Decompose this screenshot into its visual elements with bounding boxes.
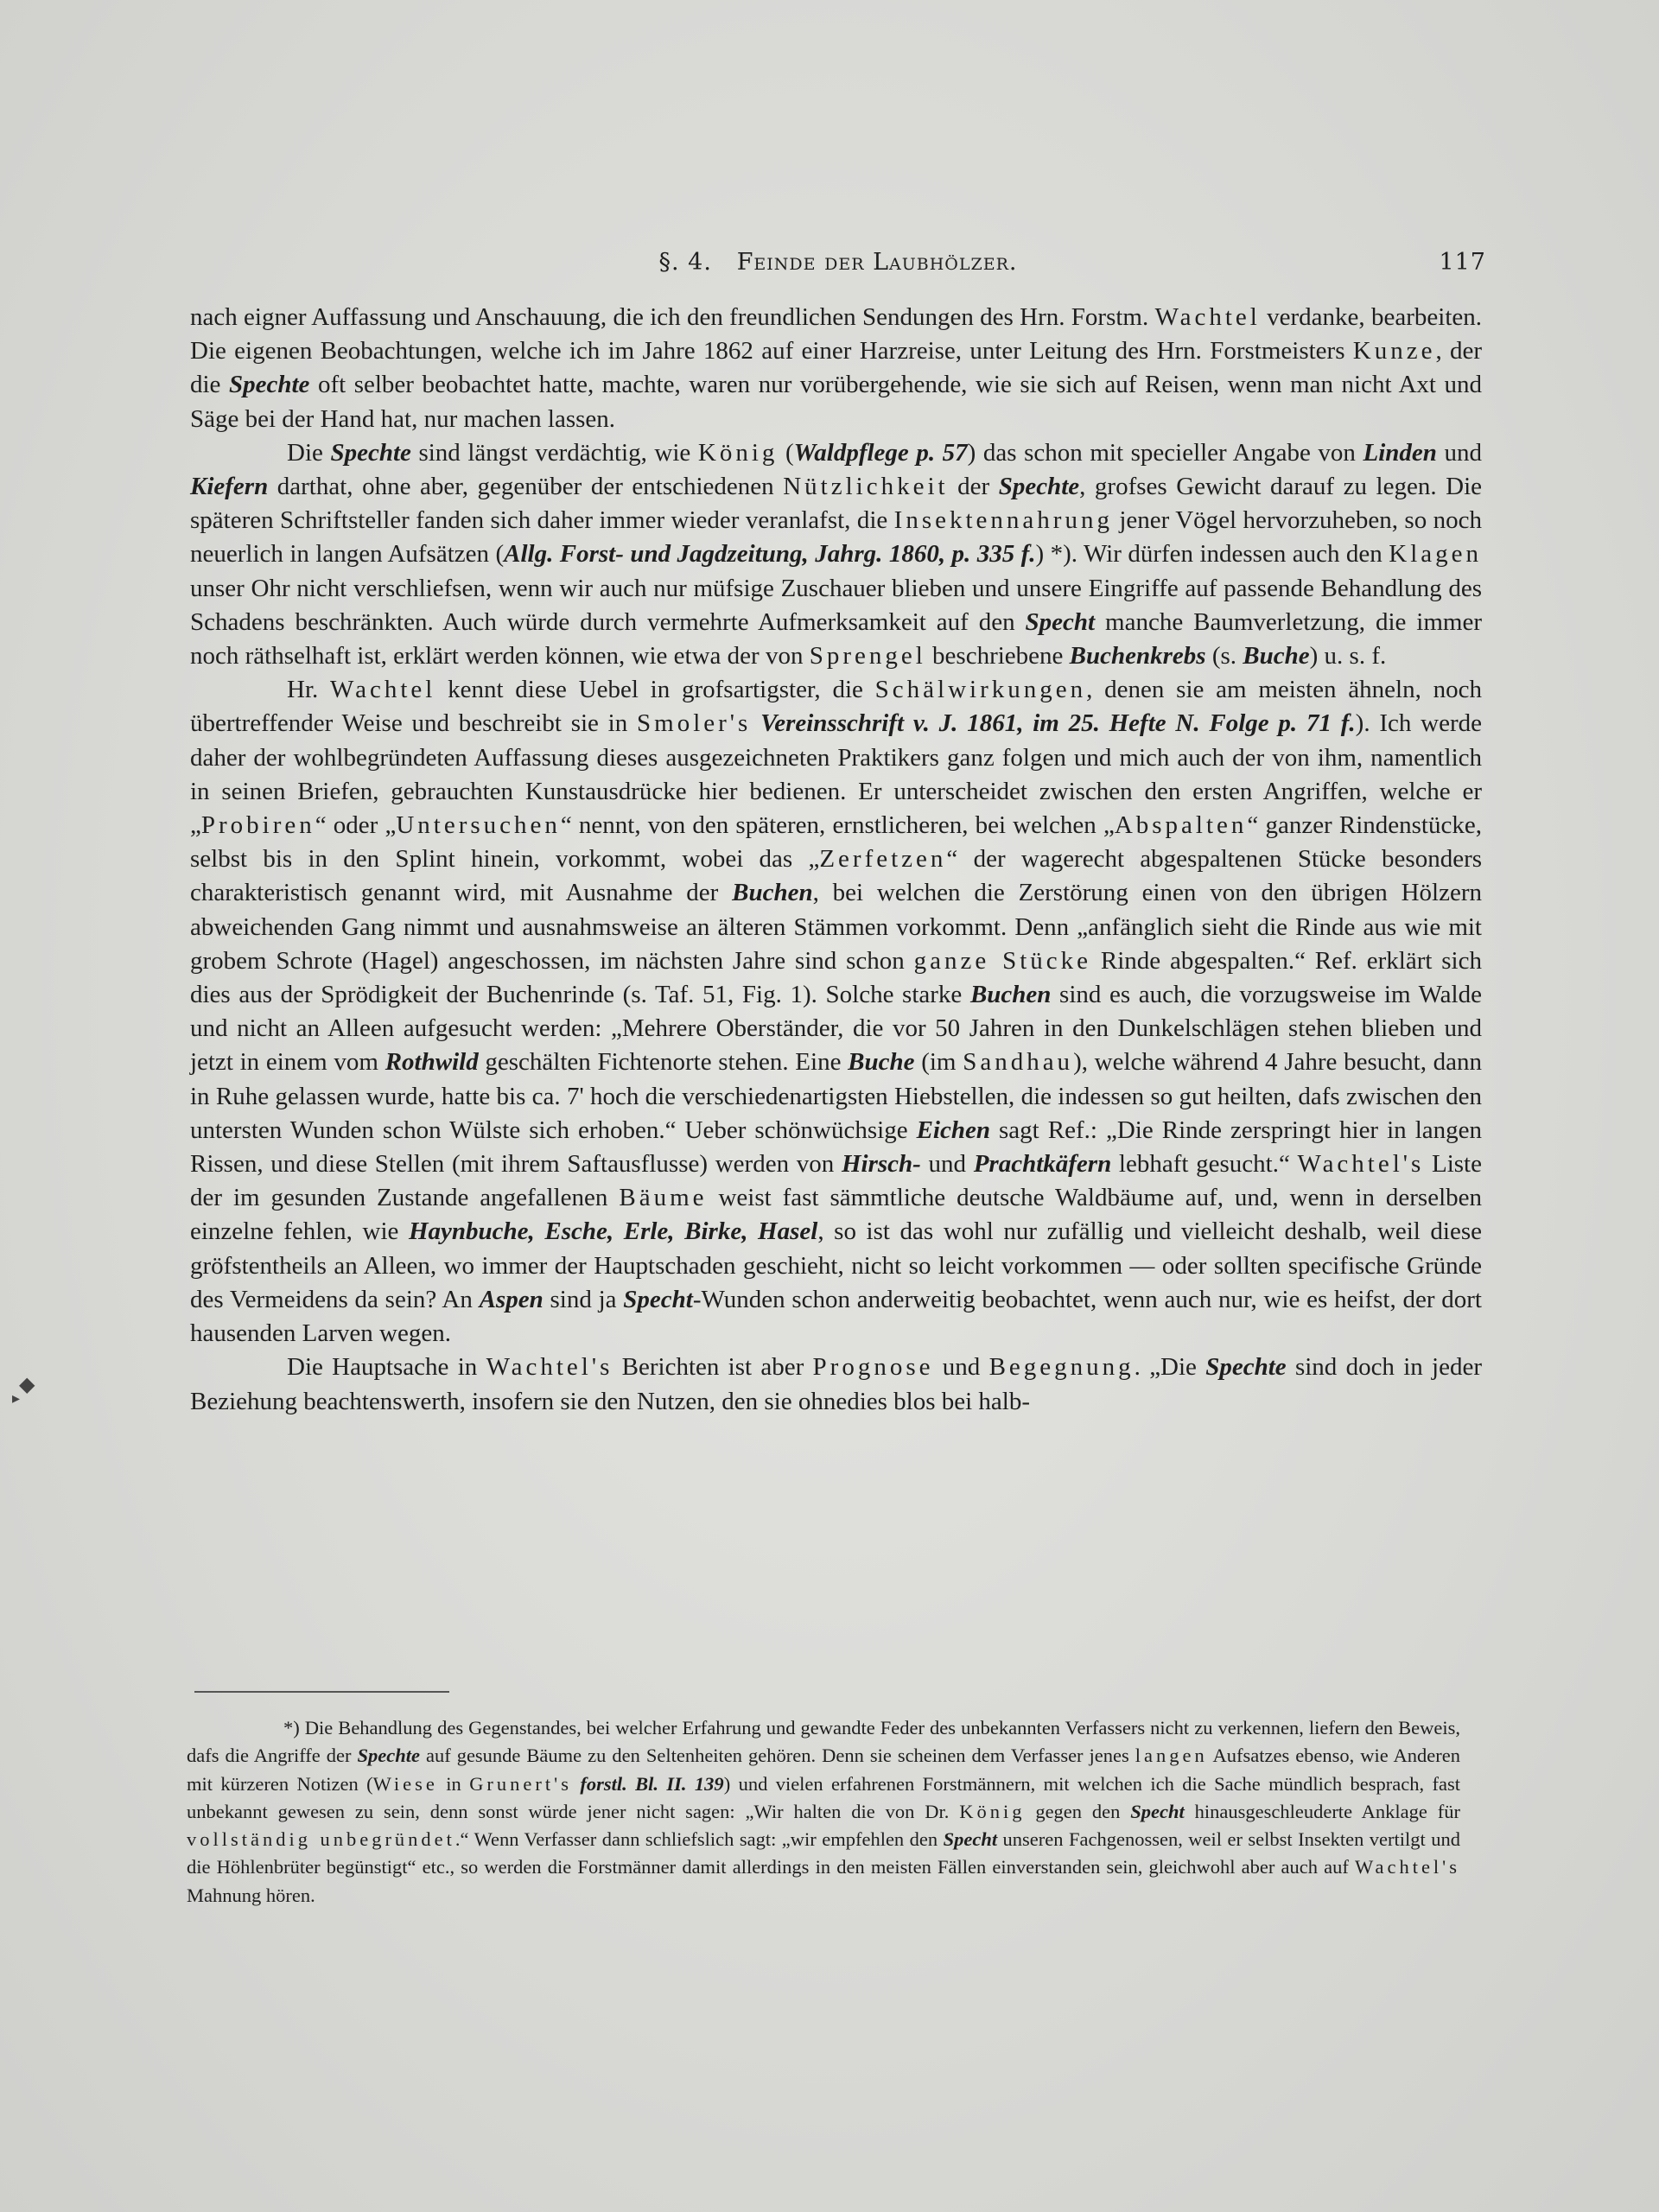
text-run: Hr. (287, 676, 331, 704)
text-run: der (948, 473, 999, 501)
text-run: Die Hauptsache in (287, 1353, 486, 1382)
paragraph (190, 673, 1482, 1351)
italic-run: Eichen (916, 1116, 990, 1144)
text-run: und (920, 1150, 974, 1179)
text-run: darthat, ohne aber, gegenüber der entschiedenen (268, 473, 784, 501)
body-text (190, 301, 1482, 1419)
italic-run: Specht (1130, 1800, 1185, 1822)
text-run: und (1436, 438, 1482, 467)
italic-run: Spechte (1205, 1353, 1287, 1382)
italic-run: Specht (623, 1285, 693, 1313)
text-run: nach eigner Auffassung und Anschauung, die ich den freundlichen Sendungen des Hrn. Forstm. (190, 303, 1155, 331)
spaced-run: Probiren (200, 811, 315, 840)
text-run: sind ja (543, 1285, 624, 1313)
spaced-run: Grunert's (469, 1772, 572, 1795)
text-run: und (933, 1353, 989, 1382)
italic-run: Kiefern (190, 473, 269, 501)
text-run: , der die (190, 337, 1482, 399)
italic-run: forstl. Bl. II. 139 (580, 1772, 724, 1795)
spaced-run: Nützlichkeit (783, 473, 949, 501)
spaced-run: Wiese (372, 1772, 438, 1795)
spaced-run: Untersuchen (396, 811, 561, 840)
spaced-run: Wachtel (330, 676, 436, 704)
text-run: jener Vögel hervorzuheben, so noch neuerlich in langen Aufsätzen ( (190, 506, 1482, 569)
text-run (572, 1773, 580, 1795)
text-run: kennt diese Uebel in grofsartigster, die (435, 676, 875, 704)
text-run: ) *). Wir dürfen indessen auch den (1035, 540, 1389, 569)
italic-run: Hirsch- (841, 1150, 921, 1179)
text-run: verdanke, bearbeiten. Die eigenen Beobachtungen, welche ich im Jahre 1862 auf einer Harzreise, unter Leitung des Hrn. Forstmeisters (190, 303, 1482, 365)
italic-run: Haynbuche, Esche, Erle, Birke, Hasel (408, 1217, 818, 1246)
spaced-run: Sandhau (963, 1048, 1074, 1077)
text-run: weist fast sämmtliche deutsche Waldbäume auf, und, wenn in derselben einzelne fehlen, wie (190, 1184, 1483, 1246)
text-run: lebhaft gesucht.“ (1111, 1150, 1298, 1179)
text-run: *) Die Behandlung des Gegenstandes, bei welcher Erfahrung und gewandte Feder des unbekannten Verfassers nicht zu verkennen, liefern den Beweis, dafs die Angriffe der (187, 1717, 1460, 1767)
italic-run: Buchen (732, 879, 813, 907)
spaced-run: Bäume (619, 1184, 708, 1212)
spaced-run: Prognose (812, 1353, 934, 1382)
text-run: , denen sie am meisten ähneln, noch übertreffender Weise und beschreibt sie in (190, 676, 1483, 738)
text-run: sind doch in jeder Beziehung beachtenswerth, insofern sie den Nutzen, den sie ohnedies blos bei halb- (190, 1353, 1483, 1415)
text-run: ) das schon mit specieller Angabe von (967, 438, 1363, 467)
italic-run: Linden (1363, 438, 1437, 467)
text-run: ), welche während 4 Jahre besucht, dann in Ruhe gelassen wurde, hatte bis ca. 7' hoch die verschiedenartigsten Hiebstellen, die indessen so gut heilten, dafs zwischen den untersten Wunden schon Wülste sich erhoben.“ Ueber schönwüchsige (190, 1048, 1483, 1144)
text-run: ) u. s. f. (1309, 642, 1387, 671)
text-run: “ oder „ (315, 811, 397, 840)
spaced-run: Abspalten (1114, 811, 1248, 840)
text-run: hinausgeschleuderte Anklage für (1184, 1800, 1460, 1822)
text-run: Mahnung hören. (187, 1884, 315, 1906)
spaced-run: Sprengel (809, 642, 926, 671)
running-header (190, 249, 1486, 280)
italic-run: Buche (848, 1048, 915, 1077)
italic-run: Aspen (479, 1285, 543, 1313)
text-run: (s. (1205, 642, 1243, 671)
spaced-run: Wachtel's (1355, 1856, 1460, 1878)
text-run: “ ganzer Rindenstücke, selbst bis in den Splint hinein, vorkommt, wobei das „ (190, 811, 1482, 874)
text-run: gegen den (1025, 1800, 1131, 1822)
spaced-run: vollständig unbegründet (187, 1828, 455, 1851)
italic-run: Rothwild (385, 1048, 479, 1077)
text-run: , bei welchen die Zerstörung einen von den übrigen Hölzern abweichenden Gang nimmt und ausnahmsweise an älteren Stämmen vorkommt. Denn „anfänglich sieht die Rinde aus wie mit grobem Schrote (Hagel) angeschossen, im nächsten Jahre sind schon (190, 879, 1482, 975)
italic-run: Allg. Forst- und Jagdzeitung, Jahrg. 1860, p. 335 f. (504, 540, 1036, 569)
text-run: “ nennt, von den späteren, ernstlicheren, bei welchen „ (560, 811, 1115, 840)
italic-run: Vereinsschrift v. J. 1861, im 25. Hefte N. Folge p. 71 f. (760, 709, 1356, 738)
text-run: oft selber beobachtet hatte, machte, waren nur vorübergehende, wie sie sich auf Reisen, wenn man nicht Axt und Säge bei der Hand hat, nur machen lassen. (190, 371, 1483, 433)
spaced-run: Insektennahrung (893, 506, 1113, 535)
spaced-run: Wachtel (1154, 303, 1261, 331)
text-run: sagt Ref.: „Die Rinde zerspringt hier in langen Rissen, und diese Stellen (mit ihrem Saftausflusse) werden von (190, 1116, 1482, 1179)
spaced-run: Smoler's (637, 709, 752, 738)
text-run: ( (778, 438, 794, 467)
paragraph (190, 301, 1482, 436)
text-run: ). Ich werde daher der wohlbegründeten Auffassung dieses ausgezeichneten Praktikers ganz folgen und mich auch der von ihm, namentlich in seinen Briefen, gebrauchten Kunstausdrücke hier bedienen. Er unterscheidet zwischen den ersten Angriffen, welche er „ (190, 709, 1482, 840)
page-number: 117 (1439, 249, 1486, 276)
italic-run: Spechte (330, 438, 411, 467)
text-run: unser Ohr nicht verschliefsen, wenn wir auch nur müfsige Zuschauer blieben und unsere Eingriffe auf passende Behandlung des Schadens beschränkten. Auch würde durch vermehrte Aufmerksamkeit auf den (190, 574, 1482, 636)
text-run: Die (287, 438, 331, 467)
text-run: auf gesunde Bäume zu den Seltenheiten gehören. Denn sie scheinen dem Verfasser jenes (419, 1745, 1135, 1767)
italic-run: Buchenkrebs (1069, 642, 1206, 671)
spaced-run: Klagen (1389, 540, 1482, 569)
spaced-run: König (697, 438, 779, 467)
text-run: -Wunden schon anderweitig beobachtet, wenn auch nur, wie es heifst, der dort hausenden Larven wegen. (190, 1285, 1482, 1348)
text-run: sind es auch, die vorzugsweise im Walde und nicht an Alleen aufgesucht werden: „Mehrere Oberständer, die vor 50 Jahren in den Dunkelschlägen stehen blieben und jetzt in einem vom (190, 981, 1482, 1077)
spaced-run: Begegnung (988, 1353, 1135, 1382)
spaced-run: Zerfetzen (819, 845, 947, 874)
page-mark: ◆ (19, 1372, 35, 1396)
spaced-run: Schälwirkungen (874, 676, 1087, 704)
text-run: (im (914, 1048, 963, 1077)
italic-run: Specht (1025, 607, 1096, 636)
text-run: Berichten ist aber (613, 1353, 813, 1382)
text-run: , so ist das wohl nur zufällig und vielleicht deshalb, weil diese gröfstentheils an Alleen, wo immer der Hauptschaden geschieht, nicht so leicht vorkommen — oder sollten specifische Gründe des Vermeidens da sein? An (190, 1217, 1482, 1313)
section-number: §. 4. (658, 249, 712, 276)
italic-run: Spechte (998, 473, 1080, 501)
text-run: geschälten Fichtenorte stehen. Eine (478, 1048, 849, 1077)
italic-run: Spechte (228, 371, 310, 399)
spaced-run: langen (1135, 1745, 1208, 1767)
spaced-run: König (959, 1800, 1026, 1822)
text-run: in (437, 1772, 470, 1795)
text-run: unseren Fachgenossen, weil er selbst Insekten vertilgt und die Höhlenbrüter begünstigt“ etc., so werden die Forstmänner damit allerdings in den meisten Fällen einverstanden sein, gleichwohl aber auch auf (187, 1828, 1460, 1878)
text-run: Rinde abgespalten.“ Ref. erklärt sich dies aus der Sprödigkeit der Buchenrinde (s. Taf. 51, Fig. 1). Solche starke (190, 946, 1482, 1009)
italic-run: Prachtkäfern (973, 1150, 1112, 1179)
text-run: manche Baumverletzung, die immer noch räthselhaft ist, erklärt werden können, wie etwa der von (190, 607, 1482, 671)
italic-run: Spechte (357, 1745, 420, 1767)
text-run: ) und vielen erfahrenen Forstmännern, mit welchen ich die Sache mündlich besprach, fast unbekannt gewesen zu sein, denn sonst würde jener nicht sagen: „Wir halten die von Dr. (187, 1772, 1461, 1822)
spaced-run: Kunze (1352, 337, 1436, 365)
text-run: “ der wagerecht abgespaltenen Stücke besonders charakteristisch genannt wird, mit Ausnahme der (190, 845, 1483, 907)
text-run: .“ Wenn Verfasser dann schliefslich sagt: „wir empfehlen den (454, 1828, 944, 1851)
text-run: sind längst verdächtig, wie (410, 438, 698, 467)
spaced-run: Wachtel's (1297, 1150, 1425, 1179)
spaced-run: ganze Stücke (913, 946, 1092, 975)
paragraph (190, 1351, 1482, 1418)
italic-run: Buchen (969, 981, 1052, 1009)
text-run: Liste der im gesunden Zustande angefallenen (190, 1150, 1482, 1212)
paragraph (190, 436, 1482, 673)
footnote (187, 1714, 1460, 1910)
spaced-run: Wachtel's (486, 1353, 613, 1382)
footnote-rule (194, 1691, 449, 1693)
text-run: Aufsatzes ebenso, wie Anderen mit kürzeren Notizen ( (187, 1745, 1460, 1795)
footnote-text (187, 1714, 1460, 1910)
chapter-title: Feinde der Laubhölzer. (736, 249, 1018, 276)
text-run: . „Die (1134, 1353, 1206, 1382)
text-run: , grofses Gewicht darauf zu legen. Die späteren Schriftsteller fanden sich daher immer wieder veranlafst, die (190, 473, 1482, 535)
text-run: beschriebene (925, 642, 1070, 671)
text-run (751, 709, 760, 737)
page-mark: ▸ (12, 1389, 21, 1408)
italic-run: Waldpflege p. 57 (793, 438, 968, 467)
italic-run: Specht (943, 1828, 998, 1851)
italic-run: Buche (1243, 642, 1310, 671)
